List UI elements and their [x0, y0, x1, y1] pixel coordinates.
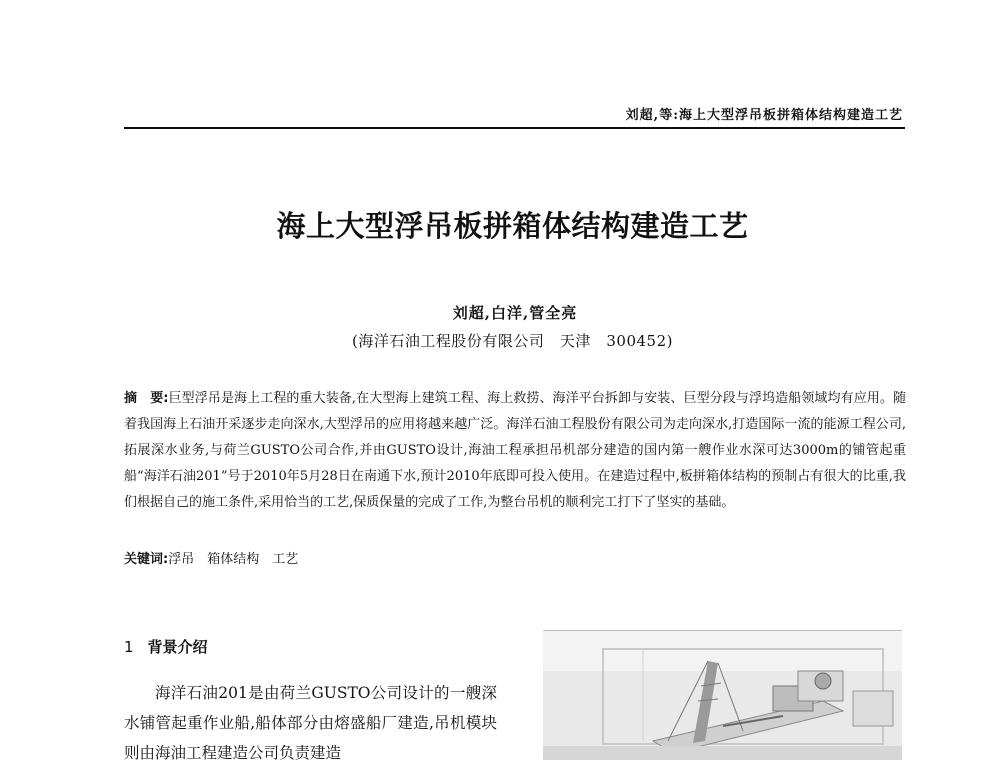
section-heading	[124, 636, 208, 657]
section-title: 背景介绍	[147, 638, 208, 656]
affiliation: (海洋石油工程股份有限公司 天津 300452)	[352, 332, 673, 350]
abstract-label: 摘 要:	[124, 391, 169, 406]
abstract-text: 巨型浮吊是海上工程的重大装备,在大型海上建筑工程、海上救捞、海洋平台拆卸与安装、巨型分段与浮坞造船领域均有应用。随着我国海上石油开采逐步走向深水,大型浮吊的应用将越来越广泛。海洋石油工程股份有限公司为走向深水,打造国际一流的能源工程公司,拓展深水业务,与荷兰GUSTO公司合作,并由GUSTO设计,海油工程承担吊机部分建造的国内第一艘作业水深可达3000m的铺管起重船“海洋石油201”号于2010年5月28日在南通下水,预计2010年底即可投入使用。在建造过程中,板拼箱体结构的预制占有很大的比重,我们根据自己的施工条件,采用恰当的工艺,保质保量的完成了工作,为整台吊机的顺利完工打下了坚实的基础。	[124, 391, 906, 510]
abstract	[124, 386, 906, 516]
crane-model-illustration	[543, 631, 902, 760]
running-head: 刘超,等:海上大型浮吊板拼箱体结构建造工艺	[625, 108, 903, 123]
section-paragraph: 海洋石油201是由荷兰GUSTO公司设计的一艘深水铺管起重作业船,船体部分由熔盛船厂建造,吊机模块则由海油工程建造公司负责建造	[124, 684, 497, 762]
keywords	[124, 548, 906, 572]
paper-title: 海上大型浮吊板拼箱体结构建造工艺	[276, 209, 749, 243]
header-rule	[124, 127, 905, 129]
keywords-label: 关键词:	[124, 552, 169, 567]
authors: 刘超,白洋,管全亮	[452, 304, 578, 322]
section-number: 1	[124, 638, 134, 656]
keywords-text: 浮吊 箱体结构 工艺	[168, 552, 299, 567]
crane-ship-photo	[543, 630, 902, 760]
